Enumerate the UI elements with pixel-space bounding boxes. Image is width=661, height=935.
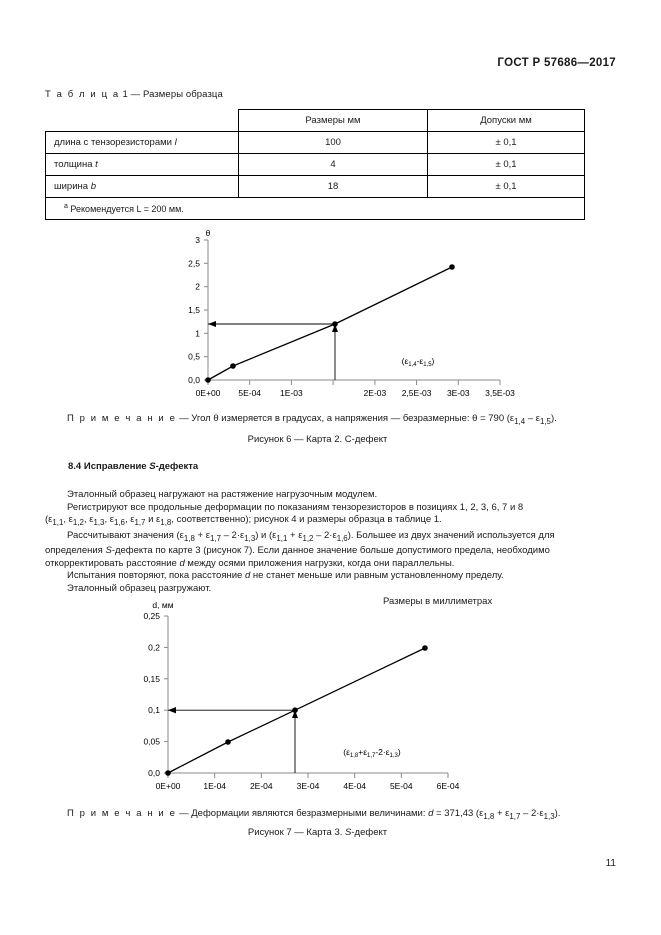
chart1-ytick-3: 1,5 [188, 305, 200, 315]
section-heading-8-4 [68, 461, 198, 474]
table-footnote: $^a$ Рекомендуется L = 200 мм. [46, 198, 585, 220]
specimen-dimensions-table [45, 109, 585, 220]
chart-figure-7 [110, 590, 540, 795]
chart1-x-ticks [196, 380, 516, 398]
figure7-note-sub1: 1,8 [483, 811, 495, 821]
paragraph-5: Эталонный образец разгружают. [67, 582, 212, 594]
table-caption [45, 89, 223, 100]
section-title-pre: Исправление [83, 461, 150, 472]
chart2-y-axis-label: d, мм [152, 600, 174, 610]
chart2-xtick-5: 5E-04 [389, 781, 413, 791]
figure6-caption: Рисунок 6 — Карта 2. C-дефект [247, 434, 388, 445]
chart1-ytick-2: 1 [195, 328, 200, 339]
chart1-y-ticks [188, 235, 208, 385]
chart1-xtick-5: 2,5E-03 [401, 388, 432, 398]
chart1-xtick-1: 5E-04 [238, 388, 262, 398]
table-row [46, 154, 585, 176]
paragraph-2: Регистрируют все продольные деформации по показаниям тензорезисторов в позициях 1, 2, 3, 6, 7 и 8 ($\varepsilon_{1,1}$, $\varepsilon_{1,2}$, $\varepsilon_{1,3}$, $\varepsilon_{1,6}$, $\varepsilon_{1,7}$ и $\varepsilon_{1,8}$, соответственно); рисунок 4 и размеры образца в таблице 1. [45, 501, 524, 528]
section-8-4-body [45, 476, 590, 596]
table-row [46, 132, 585, 154]
chart2-ytick-4: 0,2 [148, 642, 160, 653]
chart1-ytick-0: 0,0 [188, 375, 200, 385]
table-header-tolerances: Допуски мм [428, 110, 585, 132]
row-label: длина с тензорезисторами l [46, 132, 239, 154]
chart2-ytick-2: 0,1 [148, 705, 160, 716]
chart-figure-6 [150, 224, 530, 404]
chart2-ytick-3: 0,15 [143, 673, 160, 684]
chart2-x-ticks [156, 773, 460, 791]
chart1-xtick-2: 1E-03 [280, 388, 303, 398]
paragraph-1: Эталонный образец нагружают на растяжение нагрузочным модулем. [67, 489, 378, 500]
chart2-xtick-4: 4E-04 [343, 781, 367, 791]
chart1-xtick-6: 3E-03 [446, 388, 470, 398]
figure7-note [45, 808, 590, 823]
figure6-note-sub1: 1,4 [514, 416, 526, 426]
chart1-guide-lines [208, 321, 338, 380]
page-number: 11 [605, 858, 616, 869]
row-tolerance: ± 0,1 [428, 154, 585, 176]
figure7-note-sub2: 1,7 [509, 811, 521, 821]
figure6-note-prefix: П р и м е ч а н и е [67, 413, 177, 424]
table-caption-rest: 1 — Размеры образца [119, 89, 223, 100]
chart2-xtick-0: 0E+00 [155, 781, 181, 791]
table-header-blank [46, 110, 239, 132]
figure7-note-value: = 371,43 (ε [433, 808, 484, 819]
chart2-y-ticks [143, 611, 168, 778]
chart2-xtick-3: 3E-04 [296, 781, 320, 791]
figure6-note-rest: — Угол θ измеряется в градусах, а напряжения — безразмерные: θ = 790 (ε [176, 413, 515, 424]
chart1-xtick-4: 2E-03 [363, 388, 387, 398]
figure7-note-mid2: – 2·ε [520, 808, 544, 819]
chart1-y-axis-label: θ [205, 228, 211, 238]
figure7-note-end: ). [554, 808, 561, 819]
table-header-row [46, 110, 585, 132]
section-title-rest: -дефекта [155, 461, 199, 472]
section-title-italic: S [149, 461, 156, 472]
figure7-note-mid1: + ε [494, 808, 510, 819]
table-footnote-row [46, 198, 585, 220]
figure7-note-prefix: П р и м е ч а н и е [67, 808, 177, 819]
table-caption-prefix: Т а б л и ц а [45, 89, 120, 100]
chart2-ytick-0: 0,0 [148, 768, 160, 778]
section-number: 8.4 [68, 461, 84, 472]
chart1-ytick-5: 2,5 [188, 258, 200, 269]
chart1-x-axis-label: $(\varepsilon_{1,4}-\varepsilon_{1,5})$ [401, 356, 435, 368]
figure7-note-sub3: 1,3 [543, 811, 555, 821]
row-value: 18 [239, 176, 428, 198]
row-label: ширина b [46, 176, 239, 198]
chart1-ytick-1: 0,5 [188, 351, 200, 362]
row-tolerance: ± 0,1 [428, 132, 585, 154]
figure7-note-italic: d [428, 808, 434, 819]
standard-header: ГОСТ Р 57686—2017 [497, 57, 616, 69]
chart1-xtick-0: 0E+00 [195, 388, 221, 398]
chart2-ytick-1: 0,05 [143, 736, 160, 747]
chart-svg-1 [150, 224, 530, 404]
chart2-xtick-2: 2E-04 [249, 781, 273, 791]
figure7-title: Размеры в миллиметрах [383, 596, 493, 607]
chart1-xtick-7: 3,5E-03 [485, 388, 515, 398]
chart-svg-2 [110, 590, 540, 795]
chart2-x-axis-label: $(\varepsilon_{1,8}+\varepsilon_{1,7}-2\cdot\varepsilon_{1,3})$ [343, 747, 401, 759]
row-tolerance: ± 0,1 [428, 176, 585, 198]
chart1-ytick-4: 2 [195, 281, 200, 292]
figure6-note-mid: – ε [525, 413, 540, 424]
chart1-ytick-6: 3 [195, 235, 200, 245]
chart2-xtick-6: 6E-04 [436, 781, 460, 791]
table-row [46, 176, 585, 198]
figure6-note-sub2: 1,5 [539, 416, 551, 426]
paragraph-3: Рассчитывают значения $(\varepsilon_{1,8} + \varepsilon_{1,7} - 2\cdot\varepsilon_{1,3})$ и $(\varepsilon_{1,1} + \varepsilon_{1,2} - 2\cdot\varepsilon_{1,6})$. Большее из двух значений используется для определения S-дефекта по карте 3 (рисунок 7). Если данное значение больше допустимого предела, необходимо откорректировать расстояние d между осями приложения нагрузки, когда они параллельны. [45, 529, 555, 569]
figure7-caption: Рисунок 7 — Карта 3. S-дефект [247, 827, 388, 838]
row-value: 100 [239, 132, 428, 154]
table-header-sizes: Размеры мм [239, 110, 428, 132]
figure7-note-rest: — Деформации являются безразмерными величинами: [176, 808, 429, 819]
figure6-note [45, 413, 590, 428]
paragraph-4: Испытания повторяют, пока расстояние d не станет меньше или равным установленному пределу. [67, 570, 504, 582]
row-label: толщина t [46, 154, 239, 176]
chart2-ytick-5: 0,25 [143, 611, 160, 621]
figure6-note-end: ). [550, 413, 557, 424]
chart2-xtick-1: 1E-04 [203, 781, 227, 791]
row-value: 4 [239, 154, 428, 176]
